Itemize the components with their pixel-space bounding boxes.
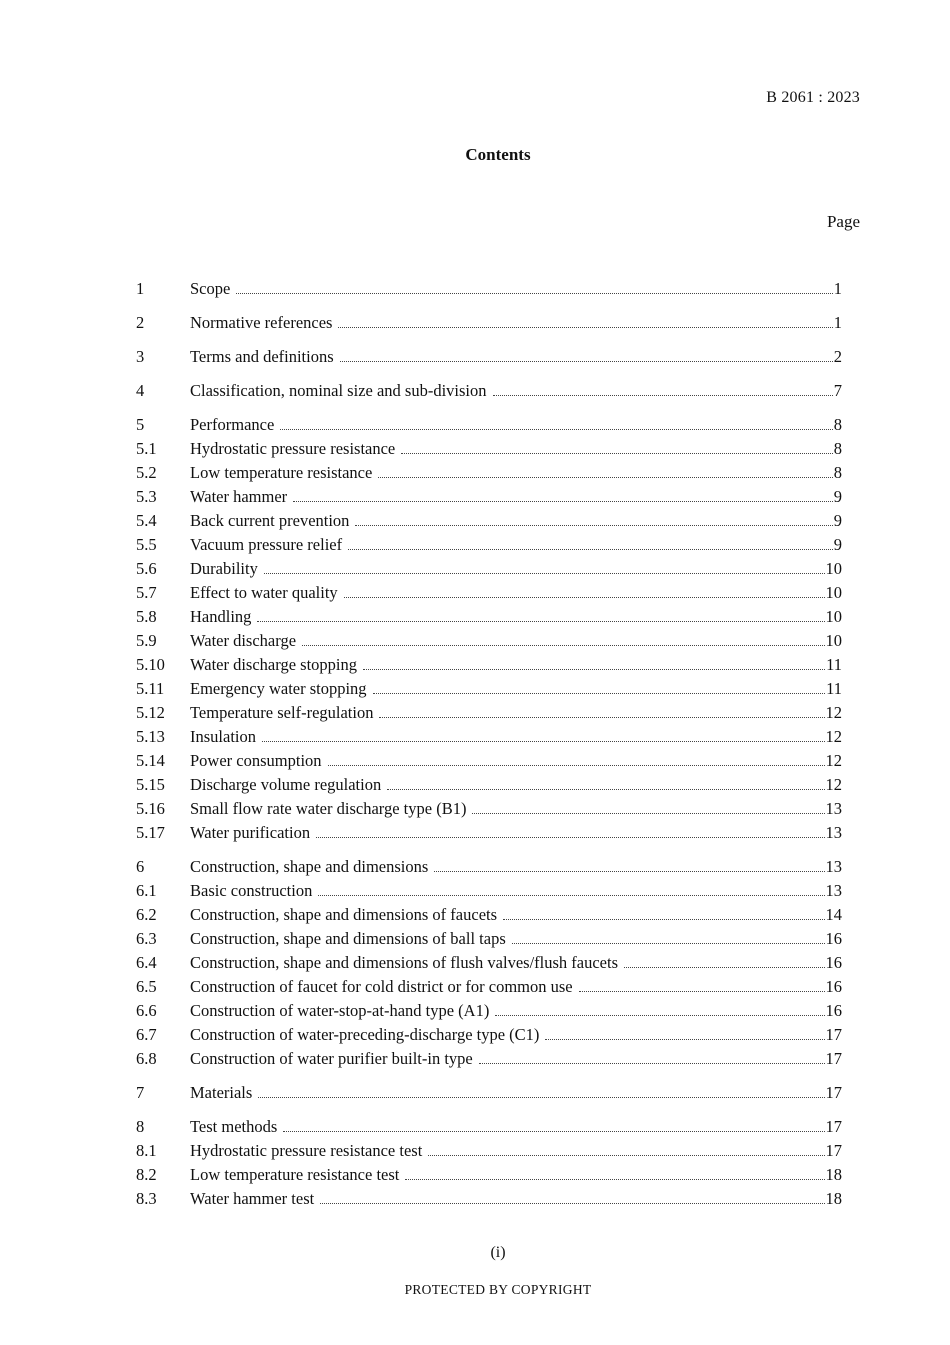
dot-leader <box>405 1179 824 1180</box>
toc-entry[interactable] <box>136 485 842 509</box>
toc-entry-title: Handling <box>190 607 252 626</box>
toc-entry-number: 6.5 <box>136 977 157 996</box>
toc-entry-number: 5.13 <box>136 727 165 746</box>
toc-entry-number: 6.6 <box>136 1001 157 1020</box>
toc-entry-number: 5.9 <box>136 631 157 650</box>
dot-leader <box>545 1039 824 1040</box>
toc-entry-number: 6.7 <box>136 1025 157 1044</box>
toc-entry[interactable] <box>136 773 842 797</box>
toc-entry[interactable] <box>136 855 842 879</box>
toc-entry[interactable] <box>136 379 842 403</box>
toc-entry-page: 7 <box>833 381 842 400</box>
toc-entry[interactable] <box>136 605 842 629</box>
dot-leader <box>401 453 832 454</box>
toc-entry[interactable] <box>136 999 842 1023</box>
toc-entry-title: Construction of water purifier built-in type <box>190 1049 473 1068</box>
toc-entry-number: 6 <box>136 857 145 876</box>
toc-entry[interactable] <box>136 629 842 653</box>
dot-leader <box>328 765 825 766</box>
toc-entry-number: 6.3 <box>136 929 157 948</box>
toc-entry-page: 10 <box>825 559 842 578</box>
toc-entry-number: 5.1 <box>136 439 157 458</box>
dot-leader <box>355 525 832 526</box>
dot-leader <box>428 1155 824 1156</box>
dot-leader <box>302 645 824 646</box>
toc-entry[interactable] <box>136 725 842 749</box>
toc-entry-title: Low temperature resistance test <box>190 1165 400 1184</box>
toc-entry-page: 9 <box>833 487 842 506</box>
toc-entry-page: 18 <box>825 1165 842 1184</box>
page-column-heading: Page <box>826 212 860 231</box>
dot-leader <box>363 669 825 670</box>
toc-entry-number: 4 <box>136 381 145 400</box>
toc-entry-page: 12 <box>825 751 842 770</box>
toc-entry-title: Test methods <box>190 1117 278 1136</box>
dot-leader <box>378 477 832 478</box>
toc-entry-title: Water discharge stopping <box>190 655 357 674</box>
toc-entry[interactable] <box>136 1081 842 1105</box>
toc-entry-title: Construction of water-preceding-discharge type (C1) <box>190 1025 540 1044</box>
toc-entry-number: 6.8 <box>136 1049 157 1068</box>
table-of-contents <box>136 277 842 1211</box>
toc-entry-number: 5.5 <box>136 535 157 554</box>
toc-entry-number: 5.4 <box>136 511 157 530</box>
toc-entry-page: 12 <box>825 703 842 722</box>
toc-entry[interactable] <box>136 821 842 845</box>
toc-entry-title: Materials <box>190 1083 253 1102</box>
toc-entry[interactable] <box>136 701 842 725</box>
copyright-notice: PROTECTED BY COPYRIGHT <box>404 1282 592 1297</box>
toc-entry-number: 6.1 <box>136 881 157 900</box>
toc-entry-page: 1 <box>833 279 842 298</box>
dot-leader <box>503 919 824 920</box>
toc-entry-page: 13 <box>825 881 842 900</box>
toc-entry-page: 13 <box>825 857 842 876</box>
dot-leader <box>340 361 833 362</box>
toc-entry-number: 1 <box>136 279 145 298</box>
toc-entry-title: Emergency water stopping <box>190 679 367 698</box>
toc-entry[interactable] <box>136 749 842 773</box>
toc-entry-title: Durability <box>190 559 258 578</box>
dot-leader <box>344 597 825 598</box>
dot-leader <box>495 1015 824 1016</box>
toc-entry-page: 16 <box>825 929 842 948</box>
toc-entry[interactable] <box>136 653 842 677</box>
dot-leader <box>283 1131 824 1132</box>
toc-entry[interactable] <box>136 1187 842 1211</box>
toc-entry[interactable] <box>136 557 842 581</box>
toc-entry-title: Construction of water-stop-at-hand type (A1) <box>190 1001 490 1020</box>
toc-entry-number: 8.1 <box>136 1141 157 1160</box>
toc-entry-title: Terms and definitions <box>190 347 334 366</box>
toc-entry-number: 5.17 <box>136 823 165 842</box>
toc-entry-page: 2 <box>833 347 842 366</box>
toc-entry-number: 8.2 <box>136 1165 157 1184</box>
toc-entry-page: 11 <box>826 655 842 674</box>
toc-entry-page: 8 <box>833 415 842 434</box>
dot-leader <box>348 549 833 550</box>
dot-leader <box>624 967 824 968</box>
toc-entry-title: Scope <box>190 279 231 298</box>
toc-entry-page: 17 <box>825 1025 842 1044</box>
toc-entry[interactable] <box>136 903 842 927</box>
toc-entry[interactable] <box>136 927 842 951</box>
toc-entry-number: 7 <box>136 1083 145 1102</box>
document-id: B 2061 : 2023 <box>766 89 860 106</box>
toc-entry-number: 6.2 <box>136 905 157 924</box>
toc-entry-page: 10 <box>825 583 842 602</box>
toc-entry-title: Construction of faucet for cold district or for common use <box>190 977 573 996</box>
toc-entry[interactable] <box>136 1139 842 1163</box>
toc-entry-page: 18 <box>825 1189 842 1208</box>
toc-entry[interactable] <box>136 951 842 975</box>
toc-entry-page: 1 <box>833 313 842 332</box>
toc-entry-number: 5.6 <box>136 559 157 578</box>
dot-leader <box>320 1203 824 1204</box>
toc-entry-page: 16 <box>825 953 842 972</box>
toc-entry-title: Low temperature resistance <box>190 463 373 482</box>
dot-leader <box>280 429 832 430</box>
toc-entry-number: 5.7 <box>136 583 157 602</box>
toc-entry-page: 9 <box>833 511 842 530</box>
toc-entry-number: 8.3 <box>136 1189 157 1208</box>
toc-entry-number: 5.16 <box>136 799 165 818</box>
dot-leader <box>262 741 825 742</box>
toc-entry-title: Temperature self-regulation <box>190 703 374 722</box>
toc-entry-number: 5.12 <box>136 703 165 722</box>
toc-entry[interactable] <box>136 1163 842 1187</box>
dot-leader <box>318 895 824 896</box>
toc-entry-number: 5.11 <box>136 679 165 698</box>
toc-entry-title: Construction, shape and dimensions of flush valves/flush faucets <box>190 953 619 972</box>
toc-entry[interactable] <box>136 437 842 461</box>
toc-entry-page: 17 <box>825 1083 842 1102</box>
page-title: Contents <box>465 145 531 164</box>
dot-leader <box>387 789 824 790</box>
toc-entry-title: Power consumption <box>190 751 322 770</box>
toc-entry-title: Water purification <box>190 823 311 842</box>
toc-entry-title: Water hammer <box>190 487 288 506</box>
toc-entry-title: Hydrostatic pressure resistance <box>190 439 396 458</box>
toc-entry-title: Basic construction <box>190 881 313 900</box>
toc-entry-page: 17 <box>825 1117 842 1136</box>
toc-entry-page: 8 <box>833 463 842 482</box>
toc-entry-page: 13 <box>825 799 842 818</box>
toc-entry-title: Back current prevention <box>190 511 350 530</box>
toc-entry-page: 16 <box>825 977 842 996</box>
dot-leader <box>472 813 824 814</box>
toc-entry-number: 5.3 <box>136 487 157 506</box>
toc-entry-title: Construction, shape and dimensions of ball taps <box>190 929 506 948</box>
toc-entry-page: 14 <box>825 905 842 924</box>
dot-leader <box>379 717 824 718</box>
dot-leader <box>579 991 825 992</box>
toc-entry-number: 5.2 <box>136 463 157 482</box>
toc-entry-title: Normative references <box>190 313 333 332</box>
toc-entry-title: Hydrostatic pressure resistance test <box>190 1141 423 1160</box>
toc-entry[interactable] <box>136 1023 842 1047</box>
toc-entry-title: Vacuum pressure relief <box>190 535 343 554</box>
toc-entry-number: 6.4 <box>136 953 157 972</box>
toc-entry-title: Construction, shape and dimensions <box>190 857 429 876</box>
toc-entry-title: Classification, nominal size and sub-division <box>190 381 487 400</box>
toc-entry-page: 12 <box>825 727 842 746</box>
toc-entry[interactable] <box>136 1115 842 1139</box>
toc-entry-number: 5.14 <box>136 751 165 770</box>
page-number: (i) <box>490 1244 506 1261</box>
toc-entry[interactable] <box>136 311 842 335</box>
toc-entry-title: Discharge volume regulation <box>190 775 382 794</box>
dot-leader <box>338 327 832 328</box>
dot-leader <box>493 395 833 396</box>
toc-entry-page: 10 <box>825 631 842 650</box>
toc-entry-number: 5.15 <box>136 775 165 794</box>
dot-leader <box>258 1097 824 1098</box>
dot-leader <box>236 293 832 294</box>
toc-entry-number: 5 <box>136 415 145 434</box>
dot-leader <box>479 1063 825 1064</box>
dot-leader <box>373 693 826 694</box>
toc-entry-page: 12 <box>825 775 842 794</box>
toc-entry-page: 17 <box>825 1141 842 1160</box>
toc-entry[interactable] <box>136 509 842 533</box>
toc-entry-page: 16 <box>825 1001 842 1020</box>
toc-entry-title: Water discharge <box>190 631 297 650</box>
dot-leader <box>257 621 824 622</box>
toc-entry-number: 3 <box>136 347 145 366</box>
toc-entry[interactable] <box>136 413 842 437</box>
toc-entry[interactable] <box>136 677 842 701</box>
toc-entry-number: 5.10 <box>136 655 165 674</box>
toc-entry-page: 13 <box>825 823 842 842</box>
toc-entry-title: Effect to water quality <box>190 583 338 602</box>
toc-entry-title: Construction, shape and dimensions of faucets <box>190 905 498 924</box>
toc-entry-page: 10 <box>825 607 842 626</box>
toc-entry[interactable] <box>136 461 842 485</box>
dot-leader <box>512 943 825 944</box>
toc-entry[interactable] <box>136 581 842 605</box>
toc-entry-number: 2 <box>136 313 145 332</box>
toc-entry-title: Performance <box>190 415 275 434</box>
toc-entry[interactable] <box>136 797 842 821</box>
toc-entry[interactable] <box>136 345 842 369</box>
dot-leader <box>264 573 825 574</box>
toc-entry-number: 5.8 <box>136 607 157 626</box>
toc-entry-title: Insulation <box>190 727 256 746</box>
toc-entry[interactable] <box>136 879 842 903</box>
toc-entry-title: Small flow rate water discharge type (B1) <box>190 799 467 818</box>
dot-leader <box>316 837 824 838</box>
toc-entry-number: 8 <box>136 1117 145 1136</box>
toc-entry[interactable] <box>136 533 842 557</box>
toc-entry-page: 8 <box>833 439 842 458</box>
toc-entry[interactable] <box>136 975 842 999</box>
toc-entry-page: 11 <box>826 679 842 698</box>
toc-entry-page: 9 <box>833 535 842 554</box>
toc-entry[interactable] <box>136 1047 842 1071</box>
toc-entry[interactable] <box>136 277 842 301</box>
toc-entry-page: 17 <box>825 1049 842 1068</box>
dot-leader <box>293 501 833 502</box>
toc-entry-title: Water hammer test <box>190 1189 315 1208</box>
dot-leader <box>434 871 824 872</box>
